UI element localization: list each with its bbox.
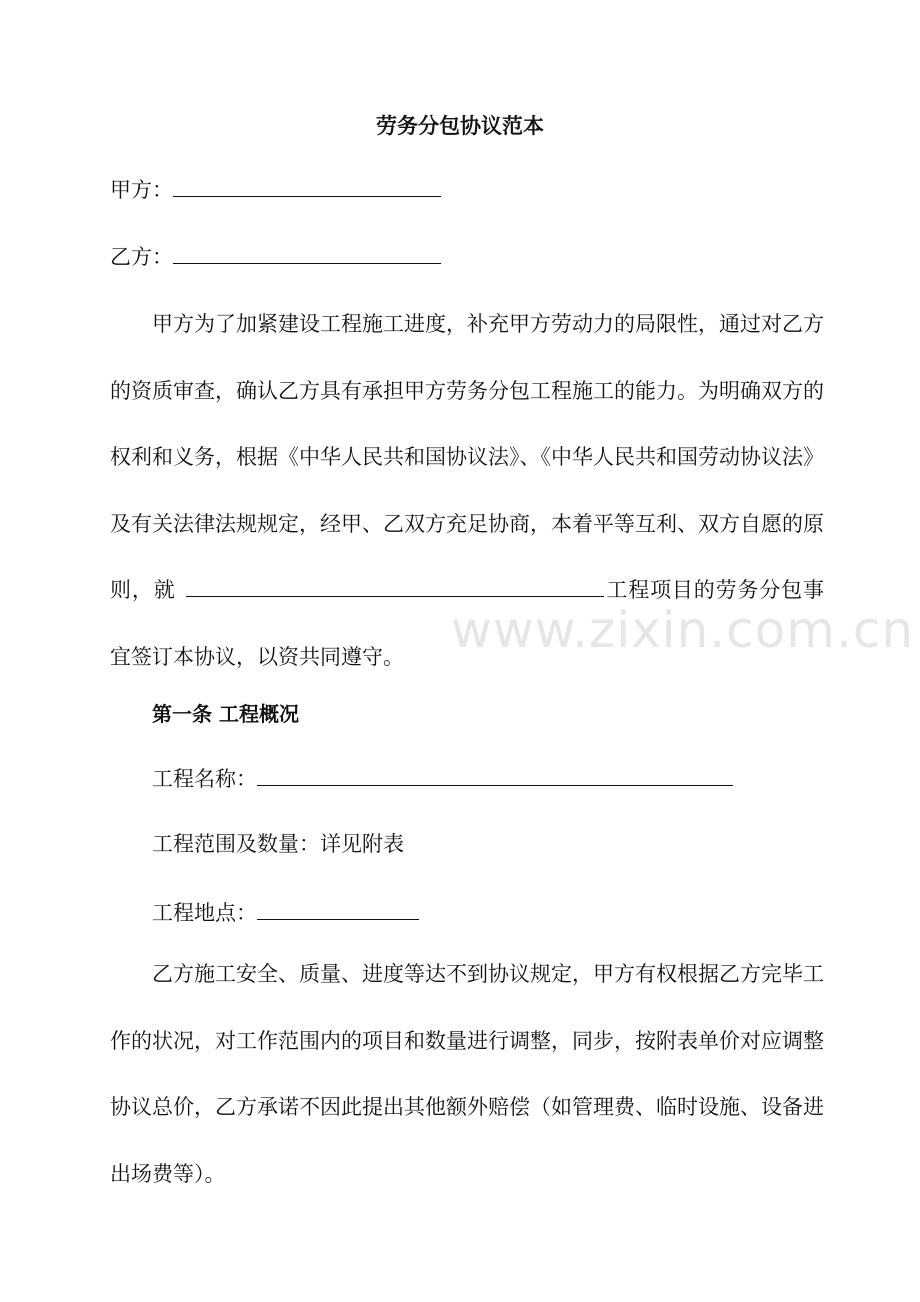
project-location-line xyxy=(152,897,419,928)
project-name-label: 工程名称： xyxy=(152,767,257,791)
adjustment-clause-paragraph: 乙方施工安全、质量、进度等达不到协议规定，甲方有权根据乙方完毕工作的状况，对工作范围内的项目和数量进行调整，同步，按附表单价对应调整协议总价，乙方承诺不因此提出其他额外赔偿（如管理费、临时设施、设备进出场费等）。 xyxy=(110,962,824,1186)
section-1-heading: 第一条 工程概况 xyxy=(152,702,299,726)
document-title: 劳务分包协议范本 xyxy=(376,114,544,138)
party-a-line xyxy=(110,174,441,205)
party-b-label: 乙方： xyxy=(110,245,173,269)
project-scope-line: 工程范围及数量：详见附表 xyxy=(152,832,404,856)
intro-paragraph xyxy=(110,291,824,690)
project-name-blank xyxy=(257,763,733,786)
intro-text-before-blank: 甲方为了加紧建设工程施工进度，补充甲方劳动力的局限性，通过对乙方的资质审查，确认乙方具有承担甲方劳务分包工程施工的能力。为明确双方的权利和义务，根据《中华人民共和国协议法》、《中华人民共和国劳动协议法》及有关法律法规规定，经甲、乙双方充足协商，本着平等互利、双方自愿的原则，就 xyxy=(110,312,824,602)
party-a-label: 甲方： xyxy=(110,178,173,202)
project-name-line xyxy=(152,763,733,794)
watermark: www.zixin.com.cn xyxy=(451,601,915,659)
party-a-blank xyxy=(173,174,441,197)
party-b-blank xyxy=(173,241,441,264)
party-b-line xyxy=(110,241,441,272)
project-name-blank-inline xyxy=(186,574,604,597)
intro-text-after-blank: 工程项目的劳务分包事宜签订本协议，以资共同遵守。 xyxy=(110,578,825,669)
project-location-blank xyxy=(257,897,419,920)
project-location-label: 工程地点： xyxy=(152,901,257,925)
